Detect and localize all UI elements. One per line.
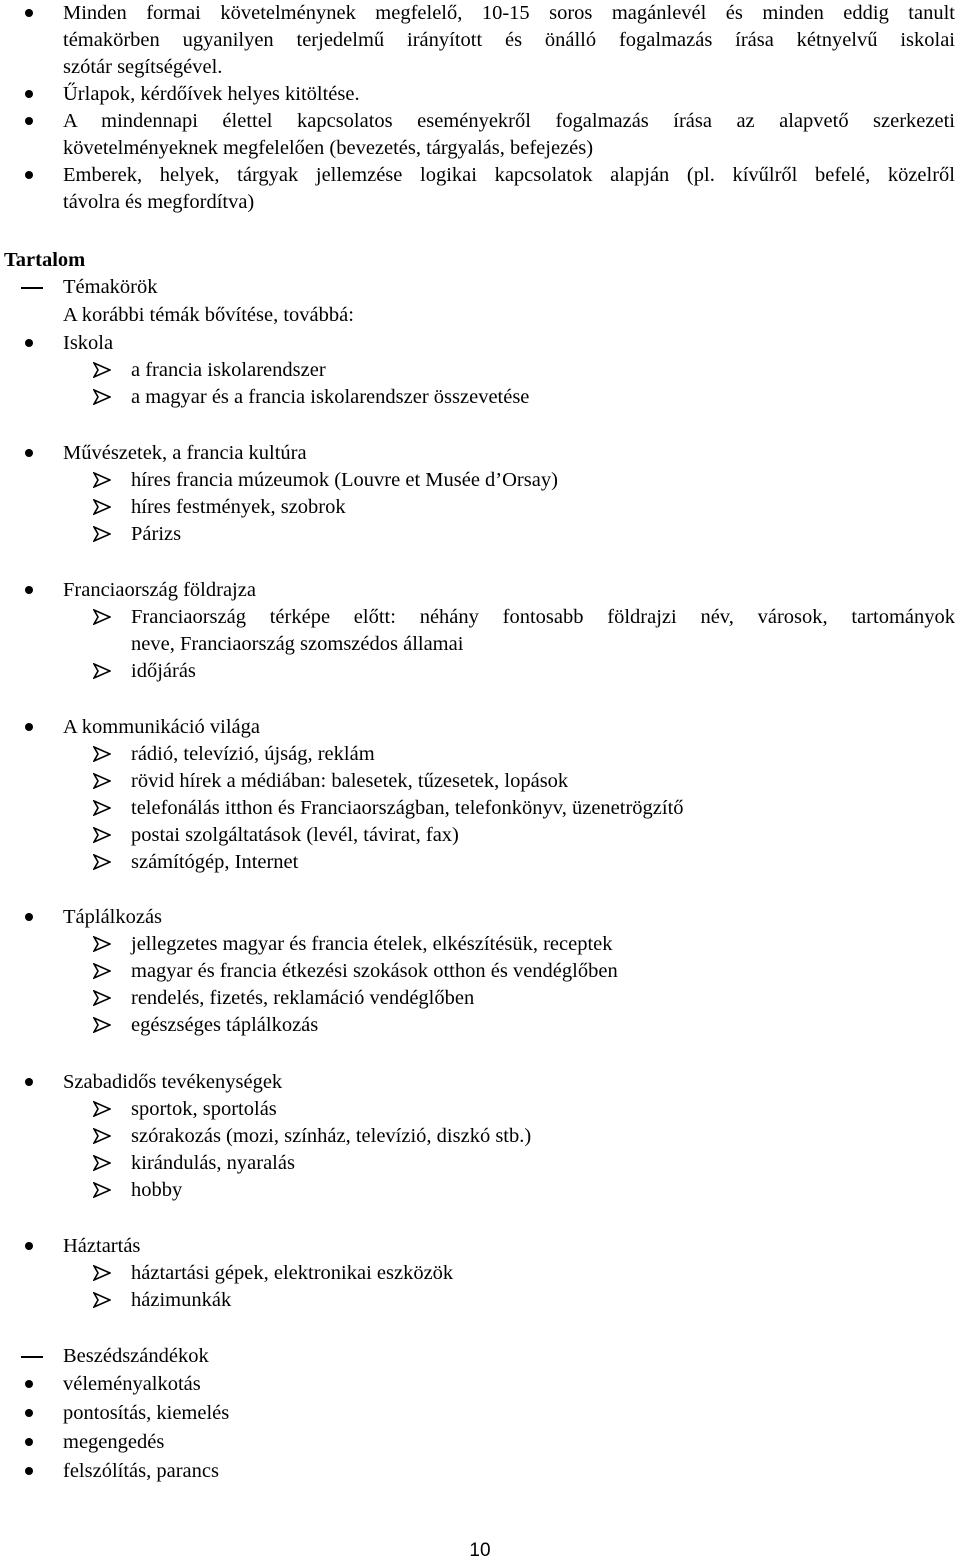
subtopic-item: a magyar és a francia iskolarendszer összevetése [131, 384, 955, 411]
arrow-bullet-icon [93, 362, 111, 378]
intro-bullet-item: A mindennapi élettel kapcsolatos eseményekről fogalmazás írása az alapvető szerkezeti [63, 108, 955, 135]
topic-title: Iskola [63, 330, 955, 357]
arrow-bullet-icon [93, 1265, 111, 1281]
intro-bullet-item-continuation: követelményeknek megfelelően (bevezetés, tárgyalás, befejezés) [63, 137, 594, 159]
arrow-bullet-icon [93, 1017, 111, 1033]
topic-title: Háztartás [63, 1233, 955, 1260]
topic-title: A kommunikáció világa [63, 714, 955, 741]
arrow-bullet-icon [93, 1101, 111, 1117]
topic-title: Művészetek, a francia kultúra [63, 440, 955, 467]
arrow-bullet-icon [93, 1155, 111, 1171]
intro-bullet-item: Űrlapok, kérdőívek helyes kitöltése. [63, 81, 955, 108]
arrow-bullet-icon [93, 389, 111, 405]
content-heading: Tartalom [4, 249, 86, 271]
intro-bullet-item: Emberek, helyek, tárgyak jellemzése logikai kapcsolatok alapján (pl. kívűlről befelé, közelről [63, 162, 955, 189]
subtopic-item: postai szolgáltatások (levél, távirat, fax) [131, 822, 955, 849]
intro-bullet-item: Minden formai követelménynek megfelelő, 10-15 soros magánlevél és minden eddig tanult [63, 0, 955, 27]
subtopic-item: sportok, sportolás [131, 1096, 955, 1123]
subtopic-item: egészséges táplálkozás [131, 1012, 955, 1039]
subtopic-item-continuation: neve, Franciaország szomszédos államai [131, 633, 464, 655]
arrow-bullet-icon [93, 773, 111, 789]
arrow-bullet-icon [93, 1182, 111, 1198]
arrow-bullet-icon [93, 499, 111, 515]
arrow-bullet-icon [93, 827, 111, 843]
subtopic-item: számítógép, Internet [131, 849, 955, 876]
arrow-bullet-icon [93, 746, 111, 762]
arrow-bullet-icon [93, 663, 111, 679]
speech-item: megengedés [63, 1429, 955, 1456]
topics-intro: A korábbi témák bővítése, továbbá: [63, 304, 354, 326]
subtopic-item: rövid hírek a médiában: balesetek, tűzesetek, lopások [131, 768, 955, 795]
subtopic-item: házimunkák [131, 1287, 955, 1314]
speech-item: felszólítás, parancs [63, 1458, 955, 1485]
subtopic-item: szórakozás (mozi, színház, televízió, diszkó stb.) [131, 1123, 955, 1150]
topic-title: Franciaország földrajza [63, 577, 955, 604]
subtopic-item: hobby [131, 1177, 955, 1204]
arrow-bullet-icon [93, 609, 111, 625]
subtopic-item: rádió, televízió, újság, reklám [131, 741, 955, 768]
subtopic-item: Párizs [131, 521, 955, 548]
intro-bullet-item-continuation: távolra és megfordítva) [63, 191, 255, 213]
speech-item: véleményalkotás [63, 1371, 955, 1398]
topic-title: Táplálkozás [63, 904, 955, 931]
arrow-bullet-icon [93, 936, 111, 952]
arrow-bullet-icon [93, 854, 111, 870]
subtopic-item: Franciaország térképe előtt: néhány fontosabb földrajzi név, városok, tartományok [131, 604, 955, 631]
arrow-bullet-icon [93, 1292, 111, 1308]
intro-bullet-item-continuation: témakörben ugyanilyen terjedelmű irányított és önálló fogalmazás írása kétnyelvű iskolai [63, 29, 955, 51]
subtopic-item: híres festmények, szobrok [131, 494, 955, 521]
speech-item: pontosítás, kiemelés [63, 1400, 955, 1427]
subtopic-item: magyar és francia étkezési szokások otthon és vendéglőben [131, 958, 955, 985]
subtopic-item: háztartási gépek, elektronikai eszközök [131, 1260, 955, 1287]
arrow-bullet-icon [93, 800, 111, 816]
subtopic-item: jellegzetes magyar és francia ételek, elkészítésük, receptek [131, 931, 955, 958]
arrow-bullet-icon [93, 963, 111, 979]
arrow-bullet-icon [93, 1128, 111, 1144]
subtopic-item: híres francia múzeumok (Louvre et Musée d’Orsay) [131, 467, 955, 494]
subtopic-item: időjárás [131, 658, 955, 685]
page-number: 10 [469, 1540, 491, 1561]
speech-heading: Beszédszándékok [63, 1343, 955, 1370]
topic-title: Szabadidős tevékenységek [63, 1069, 955, 1096]
topics-heading: Témakörök [63, 274, 955, 301]
subtopic-item: a francia iskolarendszer [131, 357, 955, 384]
arrow-bullet-icon [93, 990, 111, 1006]
arrow-bullet-icon [93, 526, 111, 542]
subtopic-item: telefonálás itthon és Franciaországban, telefonkönyv, üzenetrögzítő [131, 795, 955, 822]
subtopic-item: rendelés, fizetés, reklamáció vendéglőben [131, 985, 955, 1012]
arrow-bullet-icon [93, 472, 111, 488]
subtopic-item: kirándulás, nyaralás [131, 1150, 955, 1177]
intro-bullet-item-continuation: szótár segítségével. [63, 56, 223, 78]
